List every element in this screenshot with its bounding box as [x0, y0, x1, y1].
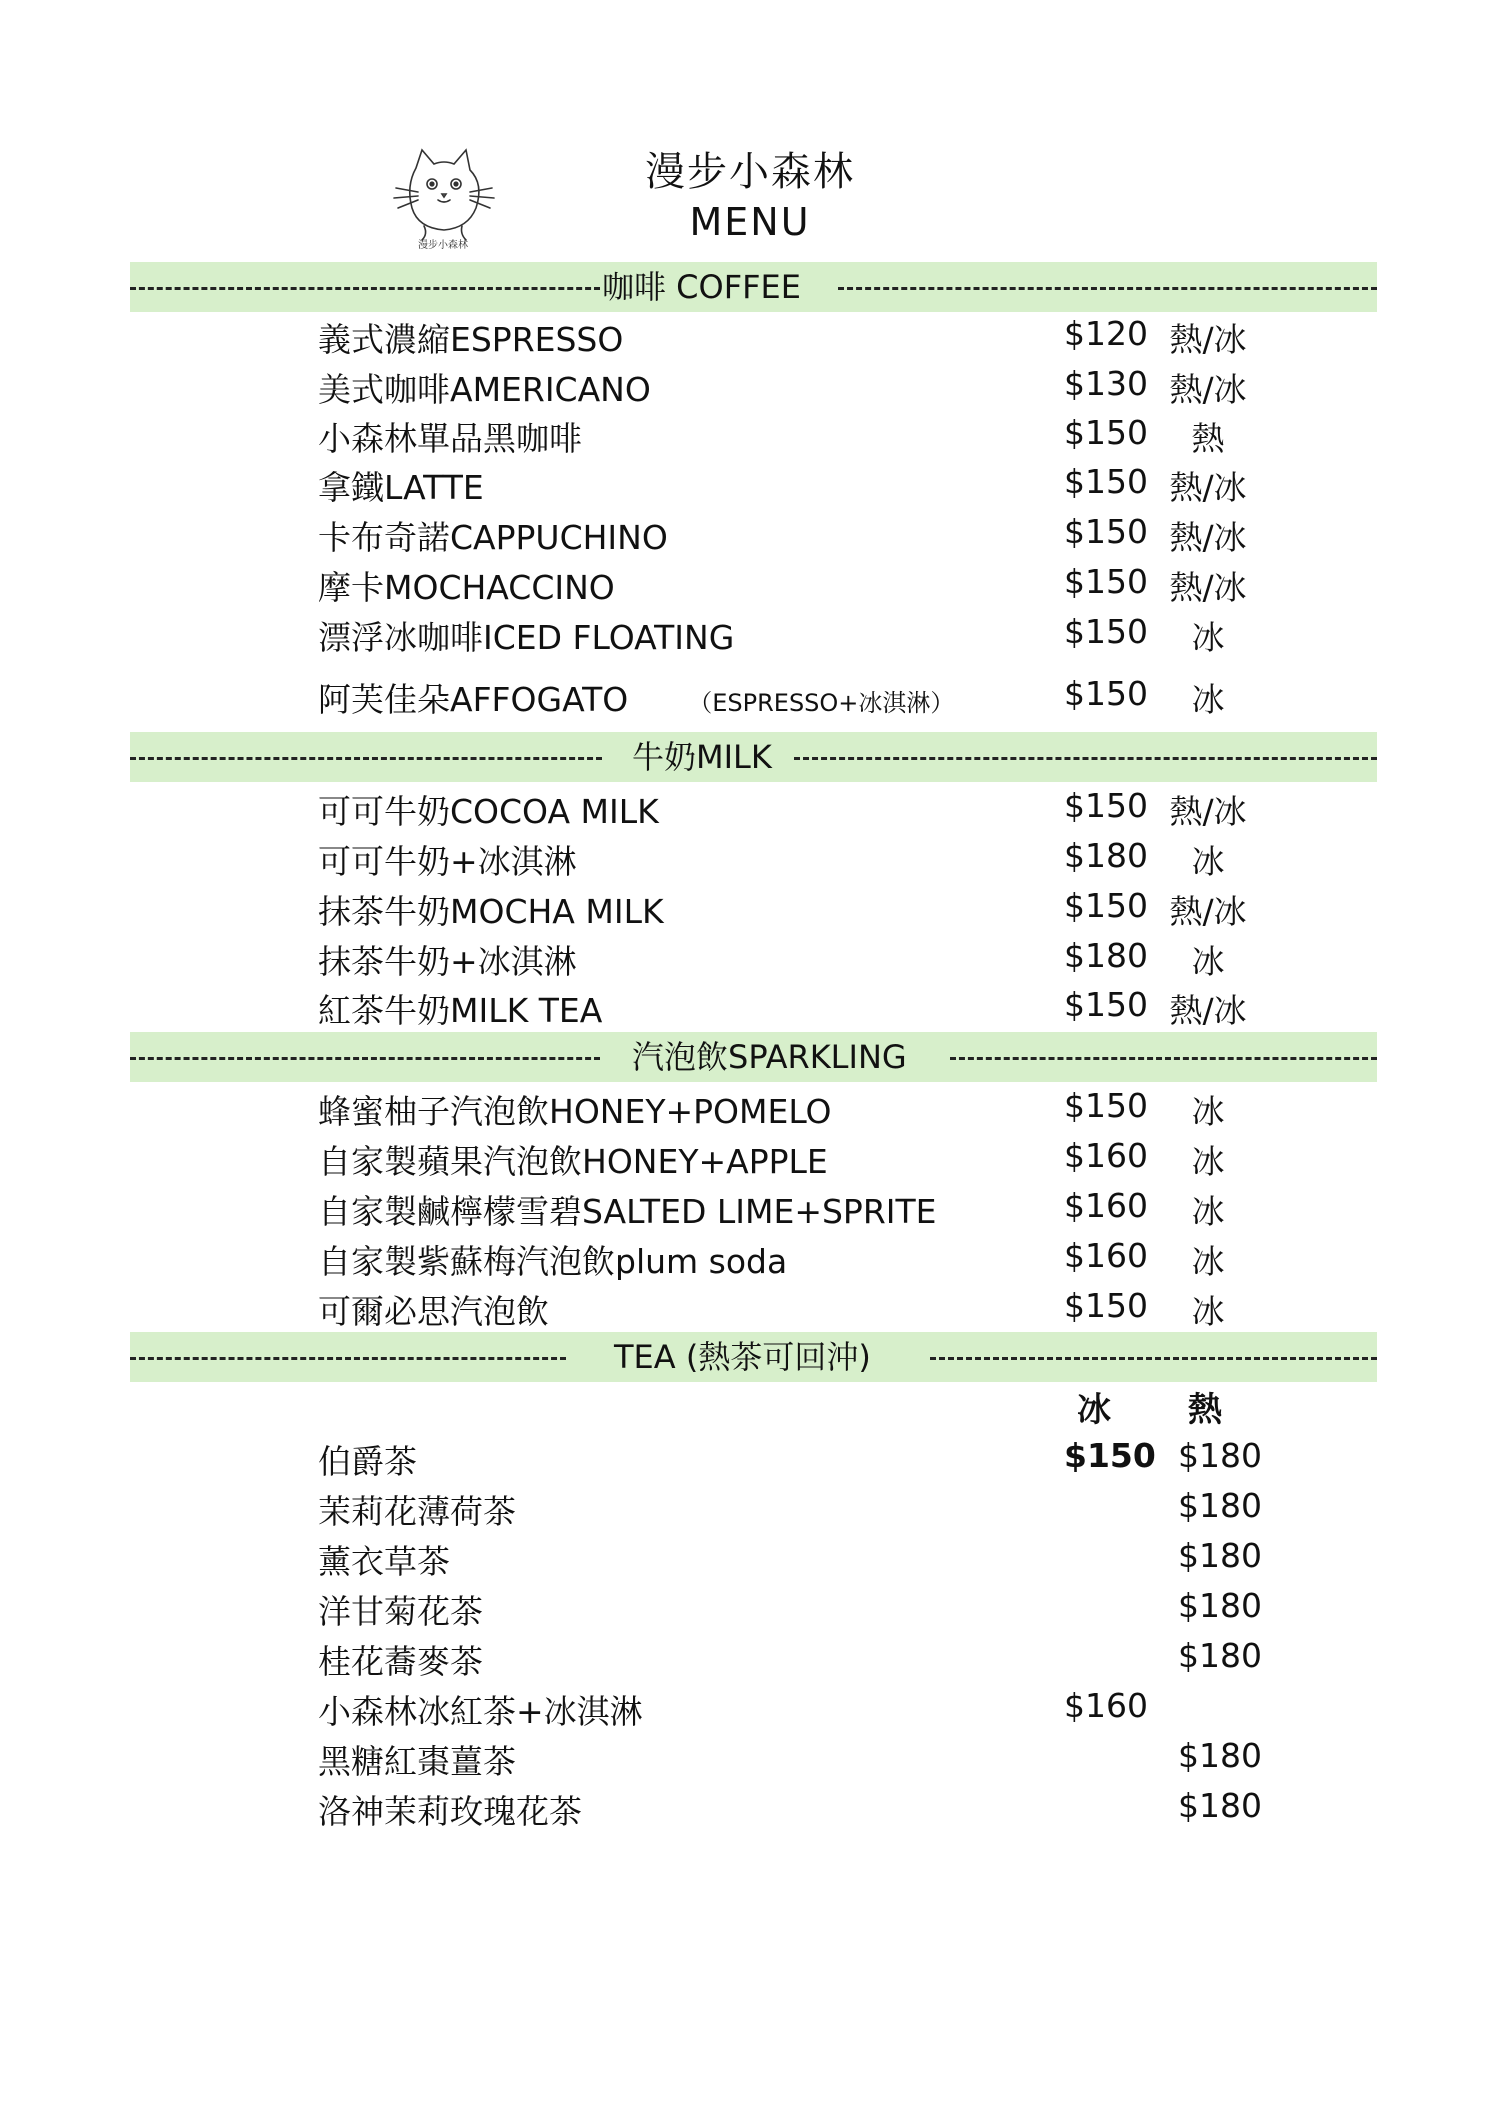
menu-item	[0, 836, 1500, 882]
menu-item	[0, 1136, 1500, 1182]
menu-item	[0, 936, 1500, 982]
item-price: $180	[1064, 936, 1148, 975]
tea-item	[0, 1686, 1500, 1732]
item-temperature: 熱/冰	[1169, 568, 1247, 607]
item-temperature: 熱/冰	[1169, 518, 1247, 557]
menu-item	[0, 985, 1500, 1031]
section-band-sparkling	[130, 1032, 1377, 1082]
menu-item	[0, 786, 1500, 832]
tea-col-hot: 熱	[1188, 1390, 1222, 1430]
tea-item	[0, 1786, 1500, 1832]
item-temperature: 冰	[1191, 1292, 1225, 1331]
tea-col-iced: 冰	[1077, 1390, 1111, 1430]
item-temperature: 冰	[1191, 1142, 1225, 1181]
item-name: 抹茶牛奶+冰淇淋	[318, 942, 577, 981]
menu-item	[0, 562, 1500, 608]
menu-item	[0, 314, 1500, 360]
tea-item	[0, 1586, 1500, 1632]
menu-item	[0, 1236, 1500, 1282]
tea-name: 洛神茉莉玫瑰花茶	[318, 1792, 582, 1831]
tea-hot-price: $180	[1178, 1586, 1262, 1625]
item-name: 卡布奇諾CAPPUCHINO	[318, 518, 668, 557]
item-price: $130	[1064, 364, 1148, 403]
section-title-milk: 牛奶MILK	[632, 738, 772, 776]
tea-hot-price: $180	[1178, 1486, 1262, 1525]
menu-item	[0, 364, 1500, 410]
item-name-text: 阿芙佳朵AFFOGATO	[318, 680, 629, 719]
tea-iced-price: $150	[1064, 1436, 1156, 1475]
tea-name: 茉莉花薄荷茶	[318, 1492, 516, 1531]
section-band-milk	[130, 732, 1377, 782]
item-price: $160	[1064, 1236, 1148, 1275]
tea-item	[0, 1486, 1500, 1532]
item-name: 小森林單品黑咖啡	[318, 419, 582, 458]
item-name: 漂浮冰咖啡ICED FLOATING	[318, 618, 735, 657]
item-name: 自家製鹹檸檬雪碧SALTED LIME+SPRITE	[318, 1192, 937, 1231]
item-name: 紅茶牛奶MILK TEA	[318, 991, 603, 1030]
tea-name: 小森林冰紅茶+冰淇淋	[318, 1692, 643, 1731]
item-price: $180	[1064, 836, 1148, 875]
item-name: 抹茶牛奶MOCHA MILK	[318, 892, 664, 931]
item-name: 自家製蘋果汽泡飲HONEY+APPLE	[318, 1142, 828, 1181]
item-price: $160	[1064, 1136, 1148, 1175]
item-name: 可可牛奶COCOA MILK	[318, 792, 659, 831]
menu-item	[0, 612, 1500, 658]
item-price: $150	[1064, 1286, 1148, 1325]
item-note: （ESPRESSO+冰淇淋）	[688, 689, 955, 717]
divider-dashes	[130, 1057, 600, 1060]
item-price: $150	[1064, 413, 1148, 452]
tea-name: 黑糖紅棗薑茶	[318, 1742, 516, 1781]
item-temperature: 熱/冰	[1169, 468, 1247, 507]
item-temperature: 熱/冰	[1169, 991, 1247, 1030]
section-band-coffee	[130, 262, 1377, 312]
menu-subtitle: MENU	[689, 200, 811, 244]
item-temperature: 冰	[1191, 1192, 1225, 1231]
section-title-coffee: 咖啡 COFFEE	[602, 268, 801, 306]
item-name: 蜂蜜柚子汽泡飲HONEY+POMELO	[318, 1092, 832, 1131]
tea-name: 桂花蕎麥茶	[318, 1642, 483, 1681]
item-name: 義式濃縮ESPRESSO	[318, 320, 624, 359]
item-temperature: 冰	[1191, 618, 1225, 657]
divider-dashes	[950, 1057, 1377, 1060]
item-price: $150	[1064, 674, 1148, 713]
divider-dashes	[130, 287, 600, 290]
item-temperature: 熱/冰	[1169, 370, 1247, 409]
item-price: $150	[1064, 562, 1148, 601]
divider-dashes	[838, 287, 1377, 290]
divider-dashes	[130, 1357, 566, 1360]
tea-hot-price: $180	[1178, 1536, 1262, 1575]
item-temperature: 冰	[1191, 942, 1225, 981]
item-temperature: 冰	[1191, 1092, 1225, 1131]
item-name: 可可牛奶+冰淇淋	[318, 842, 577, 881]
item-price: $150	[1064, 512, 1148, 551]
menu-item	[0, 413, 1500, 459]
tea-name: 洋甘菊花茶	[318, 1592, 483, 1631]
menu-item	[0, 462, 1500, 508]
item-temperature: 熱/冰	[1169, 892, 1247, 931]
item-price: $120	[1064, 314, 1148, 353]
section-title-sparkling: 汽泡飲SPARKLING	[632, 1038, 907, 1076]
page-title: 漫步小森林	[645, 149, 855, 195]
divider-dashes	[930, 1357, 1377, 1360]
menu-item	[0, 674, 1500, 720]
tea-item	[0, 1436, 1500, 1482]
tea-hot-price: $180	[1178, 1736, 1262, 1775]
menu-item	[0, 512, 1500, 558]
item-name	[318, 674, 954, 721]
item-name: 拿鐵LATTE	[318, 468, 484, 507]
tea-item	[0, 1736, 1500, 1782]
item-price: $150	[1064, 1086, 1148, 1125]
item-price: $150	[1064, 985, 1148, 1024]
item-price: $150	[1064, 886, 1148, 925]
item-temperature: 熱/冰	[1169, 792, 1247, 831]
section-band-tea	[130, 1332, 1377, 1382]
tea-iced-price: $160	[1064, 1686, 1148, 1725]
item-price: $150	[1064, 462, 1148, 501]
item-name: 摩卡MOCHACCINO	[318, 568, 615, 607]
menu-item	[0, 1086, 1500, 1132]
menu-item	[0, 886, 1500, 932]
divider-dashes	[130, 757, 602, 760]
tea-column-headers	[0, 1382, 1500, 1428]
item-name: 自家製紫蘇梅汽泡飲plum soda	[318, 1242, 788, 1281]
tea-hot-price: $180	[1178, 1436, 1262, 1475]
item-temperature: 熱	[1191, 419, 1225, 458]
tea-hot-price: $180	[1178, 1636, 1262, 1675]
item-temperature: 熱/冰	[1169, 320, 1247, 359]
menu-item	[0, 1286, 1500, 1332]
tea-item	[0, 1636, 1500, 1682]
divider-dashes	[794, 757, 1377, 760]
item-temperature: 冰	[1191, 1242, 1225, 1281]
tea-item	[0, 1536, 1500, 1582]
tea-name: 薰衣草茶	[318, 1542, 450, 1581]
item-name: 美式咖啡AMERICANO	[318, 370, 651, 409]
section-title-tea: TEA (熱茶可回沖)	[614, 1338, 871, 1376]
menu-item	[0, 1186, 1500, 1232]
item-price: $160	[1064, 1186, 1148, 1225]
logo-caption: 漫步小森林	[418, 240, 468, 250]
item-temperature: 冰	[1191, 680, 1225, 719]
tea-hot-price: $180	[1178, 1786, 1262, 1825]
item-name: 可爾必思汽泡飲	[318, 1292, 549, 1331]
item-price: $150	[1064, 612, 1148, 651]
item-temperature: 冰	[1191, 842, 1225, 881]
tea-name: 伯爵茶	[318, 1442, 417, 1481]
item-price: $150	[1064, 786, 1148, 825]
